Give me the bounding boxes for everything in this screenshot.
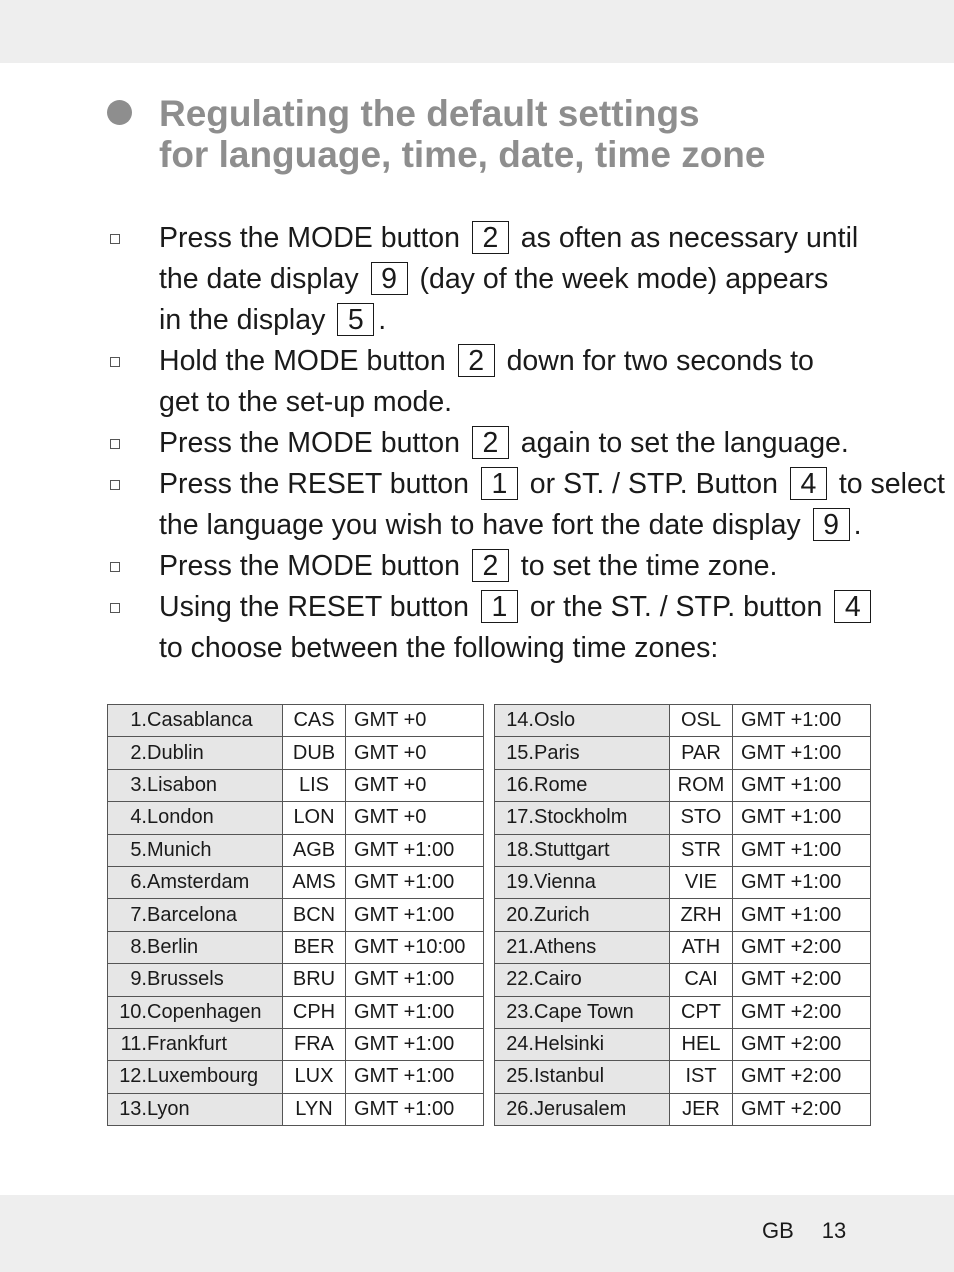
reference-number-box: 9 [371, 262, 408, 295]
section-bullet-icon [107, 100, 132, 125]
row-number: 11. [120, 1033, 147, 1056]
city-code: PAR [670, 737, 733, 769]
table-row [108, 802, 484, 834]
city-name: Vienna [534, 871, 596, 894]
reference-number-box: 9 [813, 508, 850, 541]
city-name: Lisabon [147, 773, 218, 796]
table-row [108, 705, 484, 737]
city-cell [108, 769, 283, 801]
gmt-offset: GMT +2:00 [733, 1093, 871, 1125]
checkbox-square-icon [110, 603, 120, 613]
city-name: Cairo [534, 968, 582, 991]
city-cell [495, 834, 670, 866]
city-cell [108, 964, 283, 996]
city-name: Lyon [147, 1097, 190, 1120]
step-line [159, 464, 954, 505]
row-number: 19. [506, 871, 534, 894]
row-number: 9. [130, 968, 147, 991]
city-code: ZRH [670, 899, 733, 931]
step-item [0, 218, 954, 341]
reference-number-box: 4 [834, 590, 871, 623]
table-row [108, 834, 484, 866]
city-cell [495, 1061, 670, 1093]
city-code: STO [670, 802, 733, 834]
city-cell [495, 802, 670, 834]
row-number: 12. [119, 1065, 147, 1088]
city-cell [108, 1093, 283, 1125]
row-number: 13. [119, 1097, 147, 1120]
table-row [495, 899, 871, 931]
city-code: ROM [670, 769, 733, 801]
reference-number-box: 2 [472, 426, 509, 459]
table-row [108, 996, 484, 1028]
table-row [495, 964, 871, 996]
gmt-offset: GMT +2:00 [733, 931, 871, 963]
step-text: (day of the week mode) appears [411, 263, 829, 295]
city-code: VIE [670, 866, 733, 898]
step-text: or the ST. / STP. button [521, 591, 831, 623]
reference-number-box: 1 [481, 467, 518, 500]
city-name: Jerusalem [534, 1097, 627, 1120]
city-name: Casablanca [147, 709, 253, 732]
instruction-steps [0, 218, 954, 669]
city-code: CPH [283, 996, 346, 1028]
step-text: or ST. / STP. Button [521, 468, 786, 500]
step-line [159, 628, 954, 669]
reference-number-box: 4 [790, 467, 827, 500]
city-cell [495, 1093, 670, 1125]
reference-number-box: 2 [458, 344, 495, 377]
step-text: down for two seconds to [498, 345, 814, 377]
table-row [108, 769, 484, 801]
city-cell [495, 1028, 670, 1060]
checkbox-square-icon [110, 357, 120, 367]
city-cell [108, 802, 283, 834]
gmt-offset: GMT +1:00 [346, 1061, 484, 1093]
city-cell [108, 834, 283, 866]
city-name: Barcelona [147, 903, 238, 926]
row-number: 14. [506, 709, 534, 732]
gmt-offset: GMT +1:00 [733, 705, 871, 737]
checkbox-square-icon [110, 234, 120, 244]
step-line [159, 423, 954, 464]
row-number: 25. [506, 1065, 534, 1088]
row-number: 3. [130, 773, 147, 796]
gmt-offset: GMT +1:00 [733, 737, 871, 769]
heading-line-2: for language, time, date, time zone [159, 134, 766, 175]
city-code: LYN [283, 1093, 346, 1125]
table-row [495, 1061, 871, 1093]
table-row [495, 769, 871, 801]
city-name: Athens [534, 935, 597, 958]
checkbox-square-icon [110, 480, 120, 490]
step-text: . [378, 304, 387, 336]
table-row [495, 931, 871, 963]
gmt-offset: GMT +1:00 [346, 964, 484, 996]
step-text: Press the RESET button [159, 468, 477, 500]
step-item [0, 423, 954, 464]
city-name: Frankfurt [147, 1033, 228, 1056]
city-code: LON [283, 802, 346, 834]
reference-number-box: 2 [472, 221, 509, 254]
step-text: to choose between the following time zones: [159, 632, 719, 664]
city-cell [108, 705, 283, 737]
city-code: CAI [670, 964, 733, 996]
step-line [159, 505, 954, 546]
gmt-offset: GMT +1:00 [733, 769, 871, 801]
step-line [159, 259, 954, 300]
row-number: 8. [130, 935, 147, 958]
city-code: AGB [283, 834, 346, 866]
city-name: Oslo [534, 709, 576, 732]
city-cell [495, 866, 670, 898]
table-row [108, 866, 484, 898]
city-cell [108, 899, 283, 931]
city-name: Zurich [534, 903, 590, 926]
row-number: 22. [506, 968, 534, 991]
section-heading [159, 93, 766, 175]
table-row [108, 1028, 484, 1060]
table-row [108, 964, 484, 996]
city-name: Paris [534, 741, 580, 764]
row-number: 24. [506, 1033, 534, 1056]
step-line [159, 382, 954, 423]
step-text: Press the MODE button [159, 550, 468, 582]
city-cell [495, 705, 670, 737]
city-code: HEL [670, 1028, 733, 1060]
step-text: in the display [159, 304, 334, 336]
row-number: 20. [506, 903, 534, 926]
reference-number-box: 2 [472, 549, 509, 582]
city-cell [108, 931, 283, 963]
table-row [495, 737, 871, 769]
step-text: Press the MODE button [159, 222, 468, 254]
step-text: the date display [159, 263, 367, 295]
step-line [159, 341, 954, 382]
step-text: to set the time zone. [512, 550, 778, 582]
city-code: IST [670, 1061, 733, 1093]
table-row [495, 996, 871, 1028]
city-name: Luxembourg [147, 1065, 259, 1088]
city-code: JER [670, 1093, 733, 1125]
gmt-offset: GMT +1:00 [346, 996, 484, 1028]
gmt-offset: GMT +1:00 [346, 1028, 484, 1060]
gmt-offset: GMT +2:00 [733, 964, 871, 996]
city-code: CPT [670, 996, 733, 1028]
city-name: Cape Town [534, 1000, 634, 1023]
row-number: 4. [130, 806, 147, 829]
city-name: Rome [534, 773, 588, 796]
city-code: STR [670, 834, 733, 866]
gmt-offset: GMT +0 [346, 737, 484, 769]
city-code: BRU [283, 964, 346, 996]
step-line [159, 587, 954, 628]
gmt-offset: GMT +2:00 [733, 1028, 871, 1060]
table-row [108, 1093, 484, 1125]
table-row [495, 705, 871, 737]
city-code: ATH [670, 931, 733, 963]
step-line [159, 218, 954, 259]
city-cell [108, 866, 283, 898]
city-cell [495, 996, 670, 1028]
city-name: Stockholm [534, 806, 628, 829]
step-line [159, 546, 954, 587]
city-name: Istanbul [534, 1065, 605, 1088]
city-code: OSL [670, 705, 733, 737]
step-text: to select [830, 468, 945, 500]
gmt-offset: GMT +0 [346, 705, 484, 737]
table-row [108, 899, 484, 931]
row-number: 6. [130, 871, 147, 894]
gmt-offset: GMT +1:00 [733, 899, 871, 931]
city-cell [495, 769, 670, 801]
gmt-offset: GMT +2:00 [733, 996, 871, 1028]
row-number: 21. [506, 935, 534, 958]
timezone-table-right [494, 704, 871, 1126]
city-name: Dublin [147, 741, 204, 764]
step-item [0, 341, 954, 423]
city-code: BER [283, 931, 346, 963]
timezone-table-left [107, 704, 484, 1126]
row-number: 7. [130, 903, 147, 926]
table-row [495, 866, 871, 898]
step-text: . [853, 509, 862, 541]
table-row [495, 1028, 871, 1060]
city-name: Brussels [147, 968, 224, 991]
city-name: Copenhagen [147, 1000, 262, 1023]
table-row [495, 1093, 871, 1125]
city-code: LUX [283, 1061, 346, 1093]
city-code: FRA [283, 1028, 346, 1060]
city-code: DUB [283, 737, 346, 769]
row-number: 18. [506, 838, 534, 861]
city-name: Amsterdam [147, 871, 250, 894]
city-cell [108, 1028, 283, 1060]
city-code: BCN [283, 899, 346, 931]
top-band [0, 0, 954, 63]
city-cell [108, 737, 283, 769]
step-line [159, 300, 954, 341]
step-item [0, 546, 954, 587]
row-number: 23. [506, 1000, 534, 1023]
step-text: get to the set-up mode. [159, 386, 453, 418]
table-row [495, 802, 871, 834]
step-text: as often as necessary until [512, 222, 859, 254]
row-number: 26. [506, 1097, 534, 1120]
city-name: Berlin [147, 935, 199, 958]
city-code: CAS [283, 705, 346, 737]
city-name: Helsinki [534, 1033, 605, 1056]
reference-number-box: 5 [337, 303, 374, 336]
gmt-offset: GMT +1:00 [346, 899, 484, 931]
gmt-offset: GMT +1:00 [346, 866, 484, 898]
gmt-offset: GMT +1:00 [733, 834, 871, 866]
row-number: 10. [119, 1000, 147, 1023]
city-cell [495, 737, 670, 769]
city-code: AMS [283, 866, 346, 898]
gmt-offset: GMT +1:00 [733, 802, 871, 834]
step-item [0, 587, 954, 669]
gmt-offset: GMT +10:00 [346, 931, 484, 963]
step-text: Press the MODE button [159, 427, 468, 459]
page-footer [762, 1218, 846, 1244]
table-row [108, 1061, 484, 1093]
row-number: 2. [130, 741, 147, 764]
step-item [0, 464, 954, 546]
step-text: the language you wish to have fort the date display [159, 509, 809, 541]
row-number: 17. [506, 806, 534, 829]
gmt-offset: GMT +1:00 [733, 866, 871, 898]
city-name: Munich [147, 838, 212, 861]
city-cell [108, 996, 283, 1028]
city-code: LIS [283, 769, 346, 801]
gmt-offset: GMT +1:00 [346, 1093, 484, 1125]
city-name: Stuttgart [534, 838, 610, 861]
table-row [108, 931, 484, 963]
table-row [108, 737, 484, 769]
reference-number-box: 1 [481, 590, 518, 623]
row-number: 16. [506, 773, 534, 796]
checkbox-square-icon [110, 562, 120, 572]
gmt-offset: GMT +1:00 [346, 834, 484, 866]
gmt-offset: GMT +0 [346, 802, 484, 834]
gmt-offset: GMT +0 [346, 769, 484, 801]
step-text: Using the RESET button [159, 591, 477, 623]
city-cell [495, 931, 670, 963]
city-cell [495, 964, 670, 996]
table-row [495, 834, 871, 866]
row-number: 15. [506, 741, 534, 764]
row-number: 5. [130, 838, 147, 861]
step-text: Hold the MODE button [159, 345, 454, 377]
language-code: GB [762, 1218, 794, 1243]
row-number: 1. [130, 709, 147, 732]
city-name: London [147, 806, 214, 829]
step-text: again to set the language. [512, 427, 849, 459]
gmt-offset: GMT +2:00 [733, 1061, 871, 1093]
city-cell [108, 1061, 283, 1093]
checkbox-square-icon [110, 439, 120, 449]
heading-line-1: Regulating the default settings [159, 93, 700, 134]
city-cell [495, 899, 670, 931]
page-number: 13 [821, 1218, 847, 1243]
